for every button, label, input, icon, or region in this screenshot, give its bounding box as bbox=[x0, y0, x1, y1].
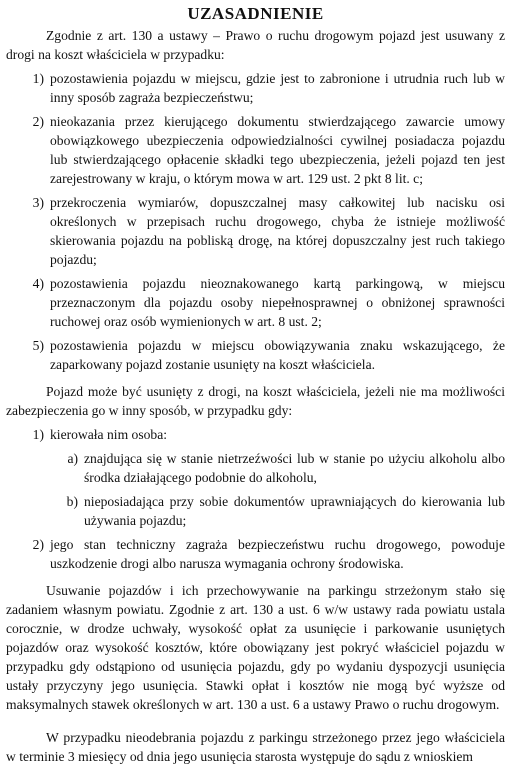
list-item-text: nieokazania przez kierującego dokumentu stwierdzającego zawarcie umowy obowiązkowego ubezpieczenia odpowiedzialności cywilnej posiadacza pojazdu lub stwierdzającego opłacenie składki tego ubezpieczenia, jeżeli pojazd ten jest zarejestrowany w kraju, o którym mowa w art. 129 ust. 2 pkt 8 lit. c; bbox=[50, 114, 505, 186]
list-item bbox=[20, 112, 505, 188]
list-item-number: 5) bbox=[32, 338, 44, 353]
conditions-list-continued bbox=[6, 535, 505, 573]
removal-cases-list bbox=[6, 69, 505, 374]
list-item-number: 4) bbox=[32, 276, 44, 291]
list-item-text: pozostawienia pojazdu w miejscu obowiązywania znaku wskazującego, że zaparkowany pojazd zostanie usunięty na koszt właściciela. bbox=[50, 338, 505, 372]
list-item-number: 1) bbox=[32, 71, 44, 86]
list-item-text: przekroczenia wymiarów, dopuszczalnej masy całkowitej lub nacisku osi określonych w przepisach ruchu drogowego, chyba że istnieje możliwość skierowania pojazdu na pobliską drogę, na której dopuszczalny jest ruch takiego pojazdu; bbox=[50, 195, 505, 267]
list-item-text: pozostawienia pojazdu nieoznakowanego kartą parkingową, w miejscu przeznaczonym dla pojazdu osoby niepełnosprawnej o obniżonej sprawności ruchowej oraz osób wymienionych w art. 8 ust. 2; bbox=[50, 276, 505, 329]
sub-list-item bbox=[58, 449, 505, 487]
conditions-list bbox=[6, 425, 505, 444]
list-item bbox=[20, 274, 505, 331]
sub-list-item-text: znajdująca się w stanie nietrzeźwości lub w stanie po użyciu alkoholu albo środka działającego podobnie do alkoholu, bbox=[84, 451, 505, 485]
list-item bbox=[20, 193, 505, 269]
sub-conditions-list bbox=[58, 449, 505, 530]
list-item-text: pozostawienia pojazdu w miejscu, gdzie jest to zabronione i utrudnia ruch lub w inny sposób zagraża bezpieczeństwu; bbox=[50, 71, 505, 105]
sub-list-item-letter: a) bbox=[67, 451, 78, 466]
intro-paragraph: Zgodnie z art. 130 a ustawy – Prawo o ruchu drogowym pojazd jest usuwany z drogi na koszt właściciela w przypadku: bbox=[6, 28, 505, 62]
sub-list-item-text: nieposiadająca przy sobie dokumentów uprawniających do kierowania lub używania pojazdu; bbox=[84, 494, 505, 528]
list-item-text: jego stan techniczny zagraża bezpieczeństwu ruchu drogowego, powoduje uszkodzenie drogi albo narusza wymagania ochrony środowiska. bbox=[50, 537, 505, 571]
list-item-number: 1) bbox=[32, 427, 44, 442]
second-paragraph: Pojazd może być usunięty z drogi, na koszt właściciela, jeżeli nie ma możliwości zabezpieczenia go w inny sposób, w przypadku gdy: bbox=[6, 384, 505, 418]
list-item-text: kierowała nim osoba: bbox=[50, 427, 168, 442]
sub-list-item-letter: b) bbox=[66, 494, 78, 509]
fourth-paragraph: W przypadku nieodebrania pojazdu z parkingu strzeżonego przez jego właściciela w terminie 3 miesięcy od dnia jego usunięcia starosta występuje do sądu z wnioskiem bbox=[6, 730, 505, 764]
document-title: UZASADNIENIE bbox=[187, 4, 324, 23]
list-item-number: 2) bbox=[32, 114, 44, 129]
list-item bbox=[20, 336, 505, 374]
list-item-number: 2) bbox=[32, 537, 44, 552]
sub-list-item bbox=[58, 492, 505, 530]
list-item bbox=[20, 425, 505, 444]
list-item-number: 3) bbox=[32, 195, 44, 210]
third-paragraph: Usuwanie pojazdów i ich przechowywanie na parkingu strzeżonym stało się zadaniem własnym powiatu. Zgodnie z art. 130 a ust. 6 w/w ustawy rada powiatu ustala corocznie, w drodze uchwały, wysokość opłat za usunięcie i parkowanie usuniętych pojazdów oraz wysokość kosztów, które obowiązany jest pokryć właściciel pojazdu w przypadku gdy odstąpiono od usunięcia pojazdu, gdy po wydaniu dyspozycji usunięcia ustały przyczyny jego usunięcia. Stawki opłat i kosztów nie mogą być wyższe od maksymalnych stawek określonych w art. 130 a ust. 6 a ustawy Prawo o ruchu drogowym. bbox=[6, 583, 505, 712]
list-item bbox=[20, 69, 505, 107]
list-item bbox=[20, 535, 505, 573]
